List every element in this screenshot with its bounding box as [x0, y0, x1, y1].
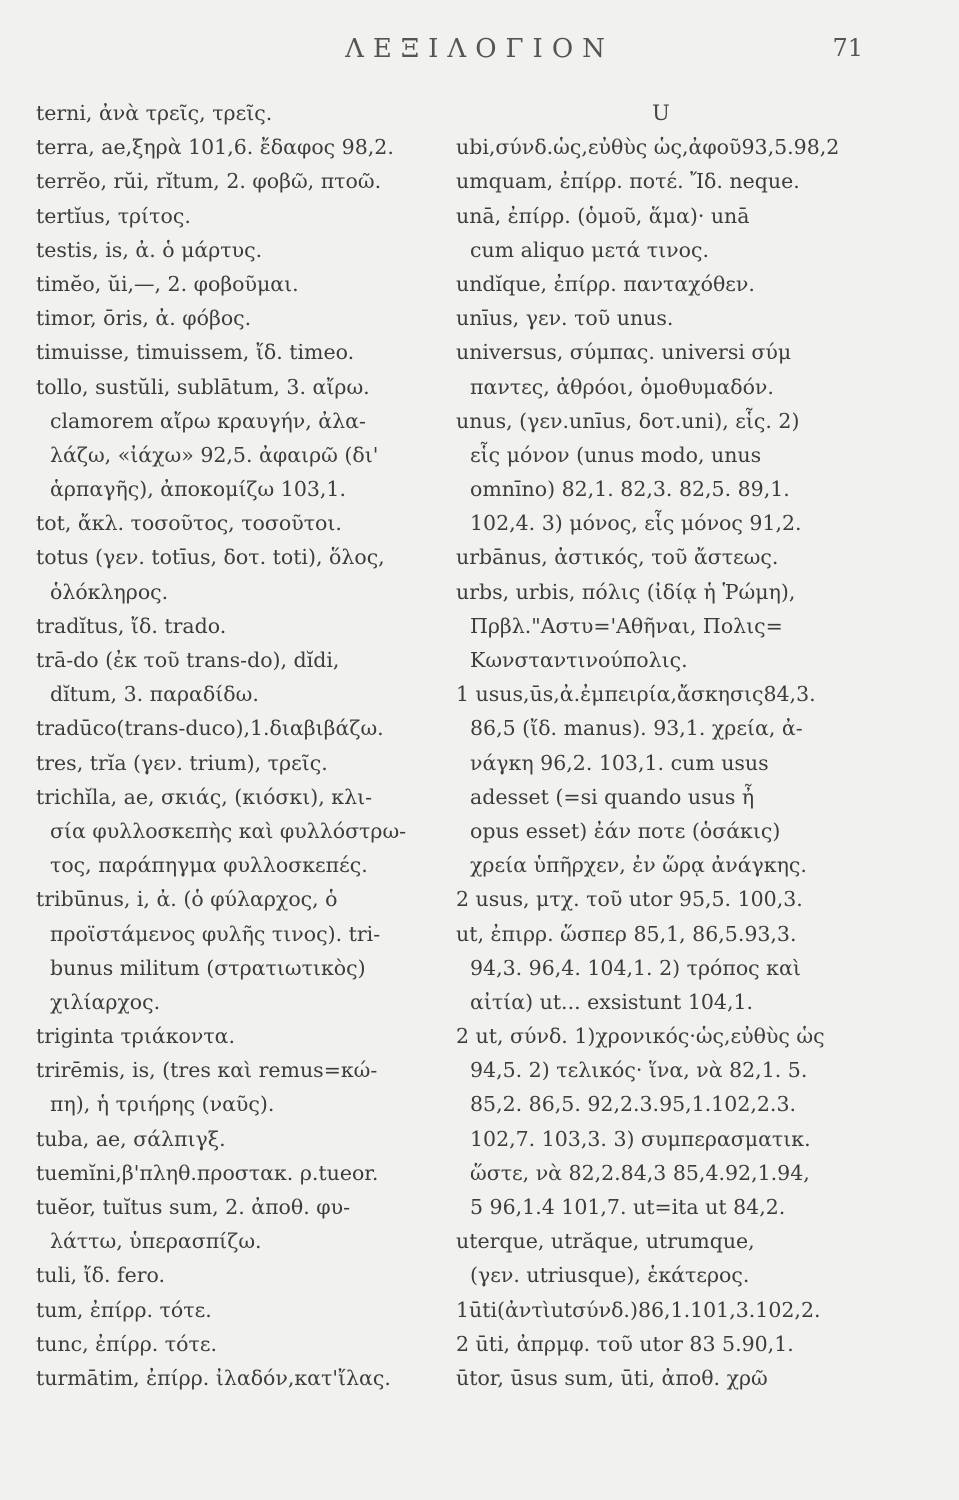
entry-line: universus, σύμπας. universi σύμ — [456, 340, 792, 365]
entry-line: trirēmis, is, (tres καὶ remus=κώ- — [36, 1058, 378, 1083]
entry-line: λάττω, ὑπερασπίζω. — [50, 1229, 262, 1254]
entry-line: trā-do (ἐκ τοῦ trans-do), dĭdi, — [36, 648, 340, 672]
entry-line: χρεία ὑπῆρχεν, ἐν ὥρᾳ ἀνάγκης. — [470, 853, 807, 878]
entry-line: 2 usus, μτχ. τοῦ utor 95,5. 100,3. — [456, 887, 803, 912]
entry-line: tertĭus, τρίτος. — [36, 203, 191, 228]
entry-line: λάζω, «ἰάχω» 92,5. ἀφαιρῶ (δι' — [50, 442, 379, 467]
entry-line: testis, is, ἀ. ὁ μάρτυς. — [36, 237, 263, 262]
entry-line: tribūnus, i, ἀ. (ὁ φύλαρχος, ὁ — [36, 887, 338, 912]
page-number: 71 — [832, 34, 863, 62]
entry-line: bunus militum (στρατιωτικὸς) — [50, 955, 366, 980]
entry-line: νάγκη 96,2. 103,1. cum usus — [470, 750, 769, 775]
entry-line: tunc, ἐπίρρ. τότε. — [36, 1331, 217, 1356]
entry-line: uterque, utrăque, utrumque, — [456, 1229, 755, 1254]
entry-line: terni, ἀνὰ τρεῖς, τρεῖς. — [36, 101, 273, 125]
entry-line: tuba, ae, σάλπιγξ. — [36, 1126, 226, 1151]
entry-line: (γεν. utriusque), ἑκάτερος. — [470, 1263, 750, 1288]
entry-line: tuli, ἴδ. fero. — [36, 1263, 166, 1288]
entry-line: ἁρπαγῆς), ἀποκομίζω 103,1. — [50, 477, 346, 502]
entry-line: terrĕo, rŭi, rĭtum, 2. φοβῶ, πτοῶ. — [36, 169, 382, 194]
entry-line: 102,4. 3) μόνος, εἷς μόνος 91,2. — [470, 511, 802, 536]
entry-line: tradūco(trans-duco),1.διαβιβάζω. — [36, 716, 384, 741]
entry-line: dĭtum, 3. παραδίδω. — [50, 682, 259, 707]
entry-line: trichĭla, ae, σκιάς, (κιόσκι), κλι- — [36, 784, 373, 809]
entry-line: omnīno) 82,1. 82,3. 82,5. 89,1. — [470, 477, 790, 502]
entry-line: timĕo, ŭi,—, 2. φοβοῦμαι. — [36, 271, 299, 296]
entry-line: ūtor, ūsus sum, ūti, ἀποθ. χρῶ — [456, 1365, 768, 1390]
entry-line: 85,2. 86,5. 92,2.3.95,1.102,2.3. — [470, 1092, 796, 1117]
left-column — [36, 96, 441, 1395]
entry-line: umquam, ἐπίρρ. ποτέ. Ἴδ. neque. — [456, 169, 800, 194]
entry-line: totus (γεν. totīus, δοτ. toti), ὅλος, — [36, 545, 385, 570]
entry-line: ὥστε, νὰ 82,2.84,3 85,4.92,1.94, — [470, 1160, 810, 1185]
entry-line: 94,5. 2) τελικός· ἵνα, νὰ 82,1. 5. — [470, 1058, 808, 1083]
entry-line: εἷς μόνον (unus modo, unus — [470, 442, 762, 467]
entry-line: σία φυλλοσκεπὴς καὶ φυλλόστρω- — [50, 818, 407, 843]
entry-line: adesset (=si quando usus ἦ — [470, 784, 755, 809]
entry-line: πη), ἡ τριήρης (ναῦς). — [50, 1092, 275, 1117]
entry-line: turmātim, ἐπίρρ. ἰλαδόν,κατ'ἴλας. — [36, 1365, 391, 1390]
entry-line: προϊστάμενος φυλῆς τινος). tri- — [50, 921, 381, 946]
entry-line: cum aliquo μετά τινος. — [470, 237, 709, 262]
entry-line: 94,3. 96,4. 104,1. 2) τρόπος καὶ — [470, 955, 801, 980]
entry-line: ὁλόκληρος. — [50, 579, 169, 604]
entry-line: 2 ūti, ἀπρμφ. τοῦ utor 83 5.90,1. — [456, 1331, 794, 1356]
entry-line: tum, ἐπίρρ. τότε. — [36, 1297, 212, 1322]
entry-line: urbānus, ἀστικός, τοῦ ἄστεως. — [456, 545, 779, 570]
entry-line: αἰτία) ut... exsistunt 104,1. — [470, 989, 754, 1014]
entry-line: timor, ōris, ἀ. φόβος. — [36, 306, 252, 331]
letter-heading: U — [652, 101, 670, 125]
entry-line: tradĭtus, ἴδ. trado. — [36, 613, 227, 638]
entry-line: unā, ἐπίρρ. (ὁμοῦ, ἅμα)· unā — [456, 203, 750, 228]
entry-line: unus, (γεν.unīus, δοτ.uni), εἷς. 2) — [456, 408, 800, 433]
entry-line: Κωνσταντινούπολις. — [470, 648, 688, 672]
entry-line: 1ūti(ἀντὶutσύνδ.)86,1.101,3.102,2. — [456, 1297, 821, 1322]
entry-line: undĭque, ἐπίρρ. πανταχόθεν. — [456, 271, 755, 296]
right-column-entries — [456, 130, 866, 1395]
entry-line: tuemĭni,β'πληθ.προστακ. ρ.tueor. — [36, 1160, 379, 1185]
entry-line: urbs, urbis, πόλις (ἰδίᾳ ἡ Ῥώμη), — [456, 579, 796, 604]
entry-line: Πρβλ."Αστυ='Αθῆναι, Πολις= — [470, 613, 783, 638]
entry-line: unīus, γεν. τοῦ unus. — [456, 306, 674, 331]
entry-line: ubi,σύνδ.ὡς,εὐθὺς ὡς,ἀφοῦ93,5.98,2 — [456, 135, 840, 160]
entry-line: opus esset) ἐάν ποτε (ὁσάκις) — [470, 818, 781, 843]
entry-line: timuisse, timuissem, ἴδ. timeo. — [36, 340, 355, 365]
entry-line: τος, παράπηγμα φυλλοσκεπές. — [50, 853, 368, 878]
entry-line: 86,5 (ἴδ. manus). 93,1. χρεία, ἀ- — [470, 716, 803, 741]
entry-line: tuĕor, tuĭtus sum, 2. ἀποθ. φυ- — [36, 1195, 351, 1219]
entry-line: 5 96,1.4 101,7. ut=ita ut 84,2. — [470, 1195, 786, 1219]
entry-line: terra, ae,ξηρὰ 101,6. ἔδαφος 98,2. — [36, 135, 394, 160]
right-column — [456, 96, 866, 1395]
entry-line: clamorem αἴρω κραυγήν, ἀλα- — [50, 408, 366, 433]
running-title: ΛΕΞΙΛΟΓΙΟΝ — [345, 34, 614, 64]
entry-line: χιλίαρχος. — [50, 989, 161, 1014]
entry-line: tres, trĭa (γεν. trium), τρεῖς. — [36, 750, 328, 775]
entry-line: παντες, ἀθρόοι, ὁμοθυμαδόν. — [470, 374, 774, 399]
entry-line: tot, ἄκλ. τοσοῦτος, τοσοῦτοι. — [36, 511, 342, 536]
entry-line: tollo, sustŭli, sublātum, 3. αἴρω. — [36, 374, 370, 399]
entry-line: triginta τριάκοντα. — [36, 1024, 236, 1049]
entry-line: 102,7. 103,3. 3) συμπερασματικ. — [470, 1126, 811, 1151]
entry-line: 2 ut, σύνδ. 1)χρονικός·ὡς,εὐθὺς ὡς — [456, 1024, 825, 1049]
entry-line: 1 usus,ūs,ἀ.ἐμπειρία,ἄσκησις84,3. — [456, 682, 816, 707]
entry-line: ut, ἐπιρρ. ὥσπερ 85,1, 86,5.93,3. — [456, 921, 797, 946]
